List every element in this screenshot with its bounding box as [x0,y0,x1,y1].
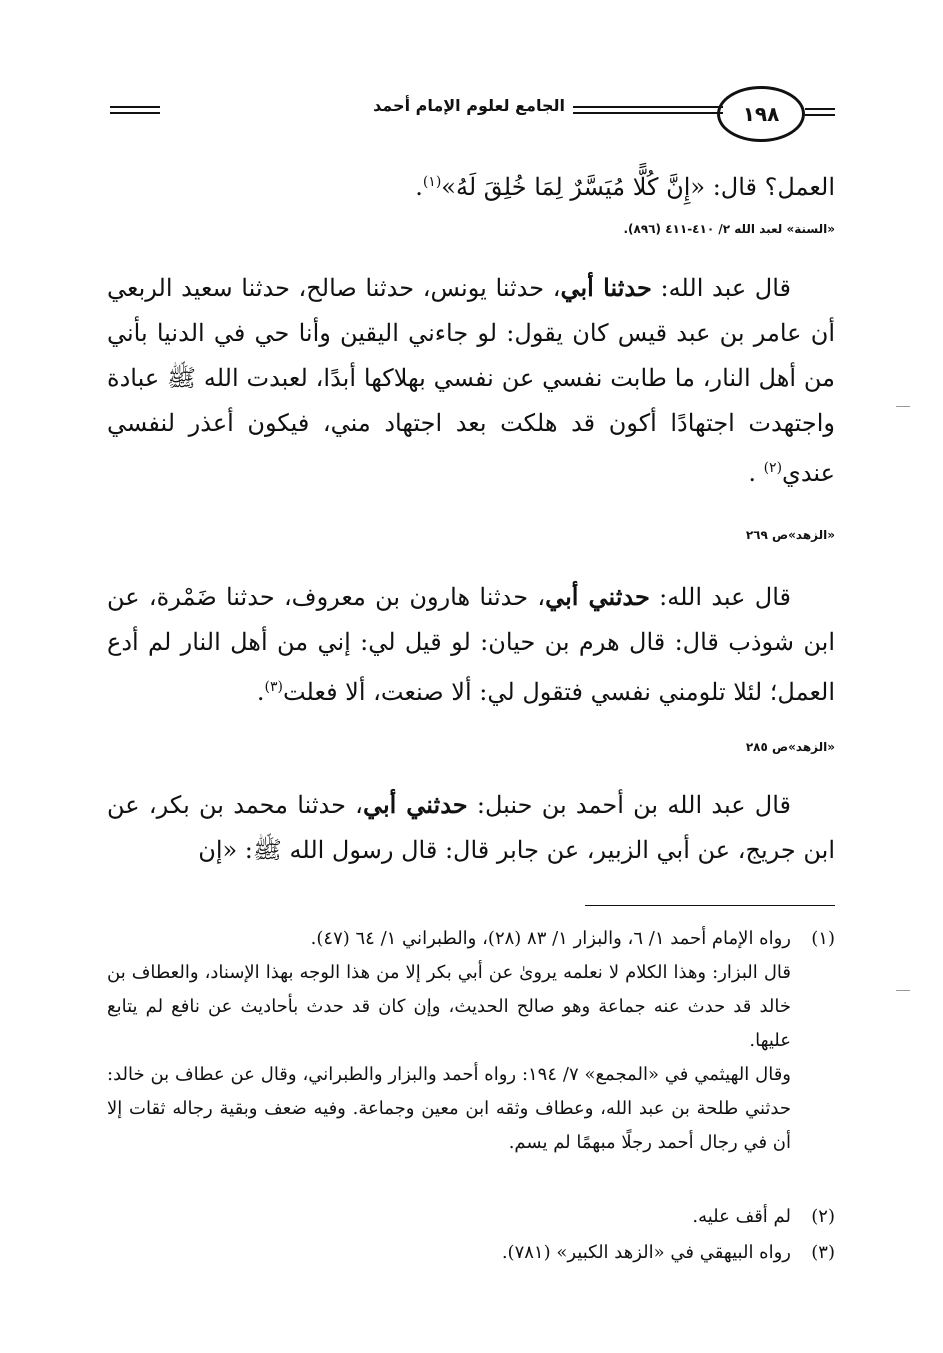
page-header [100,80,835,140]
footnote-number-2: (٢) [811,1206,835,1227]
footnote-ref-2[interactable]: (٢) [763,460,783,476]
source-citation-1: «السنة» لعبد الله ٢/ ٤١٠-٤١١ (٨٩٦). [623,222,835,236]
footnote-number-3: (٣) [811,1242,835,1263]
footnote-3: (٣)رواه البيهقي في «الزهد الكبير» (٧٨١). [107,1236,835,1270]
footnote-number-1: (١) [811,928,835,949]
header-rule-mid-2 [573,112,723,114]
paragraph-3: قال عبد الله بن أحمد بن حنبل: حدثني أبي، حدثنا محمد بن بكر، عن ابن جريج، عن أبي الزبير، عن جابر قال: قال رسول الله ﷺ: «إن [107,790,835,864]
paragraph-0: العمل؟ قال: «إِنَّ كُلًّا مُيَسَّرٌ لِمَا خُلِقَ لَهُ»$^{(١)}$. [415,173,835,201]
footnote-2: (٢)لم أقف عليه. [107,1200,835,1234]
header-rule-left [110,106,160,108]
page-number: ١٩٨ [717,86,805,142]
source-citation-3: «الزهد»ص ٢٨٥ [745,740,835,754]
running-title: الجامع لعلوم الإمام أحمد [373,96,565,115]
paragraph-2: قال عبد الله: حدثني أبي، حدثنا هارون بن معروف، حدثنا ضَمْرة، عن ابن شوذب قال: قال هرم بن حيان: لو قيل لي: إني من أهل النار لم أدع العمل؛ لئلا تلومني نفسي فتقول لي: ألا صنعت، ألا فعلت$^{(٣)}$. [107,582,835,706]
footnote-1: (١)رواه الإمام أحمد ١/ ٦، والبزار ١/ ٨٣ (٢٨)، والطبراني ١/ ٦٤ (٤٧). قال البزار: وهذا الكلام لا نعلمه يروىٰ عن أبي بكر إلا من هذا الوجه بهذا الإسناد، والعطاف بن خالد قد حدث عنه جماعة وهو صالح الحديث، وإن كان قد حدث بأحاديث عن نافع لم يتابع عليها. وقال الهيثمي في «المجمع» ٧/ ١٩٤: رواه أحمد والبزار والطبراني، وقال عن عطاف بن خالد: حدثني طلحة بن عبد الله، وعطاف وثقه ابن معين وجماعة. وفيه ضعف وبقية رجاله ثقات إلا أن في رجال أحمد رجلًا مبهمًا لم يسم. [107,922,835,1160]
header-rule-right [805,108,835,110]
paragraph-1: قال عبد الله: حدثنا أبي، حدثنا يونس، حدثنا صالح، حدثنا سعيد الربعي أن عامر بن عبد قيس كان يقول: لو جاءني اليقين وأنا حي في الدنيا بأني من أهل النار، ما طابت نفسي عن نفسي بهلاكها أبدًا، لعبدت الله ﷺ عبادة واجتهدت اجتهادًا أكون قد هلكت بعد اجتهاد مني، فيكون أعذر لنفسي عندي$^{(٢)}$ . [107,273,835,487]
margin-mark [896,406,910,407]
header-rule-left-2 [110,112,160,114]
footnote-ref-1[interactable]: (١) [422,174,442,190]
footnote-separator [585,905,835,906]
footnote-ref-3[interactable]: (٣) [264,679,283,695]
header-rule-mid [573,106,723,108]
source-citation-2: «الزهد»ص ٢٦٩ [745,528,835,542]
header-rule-right-2 [805,114,835,116]
margin-mark [896,990,910,991]
